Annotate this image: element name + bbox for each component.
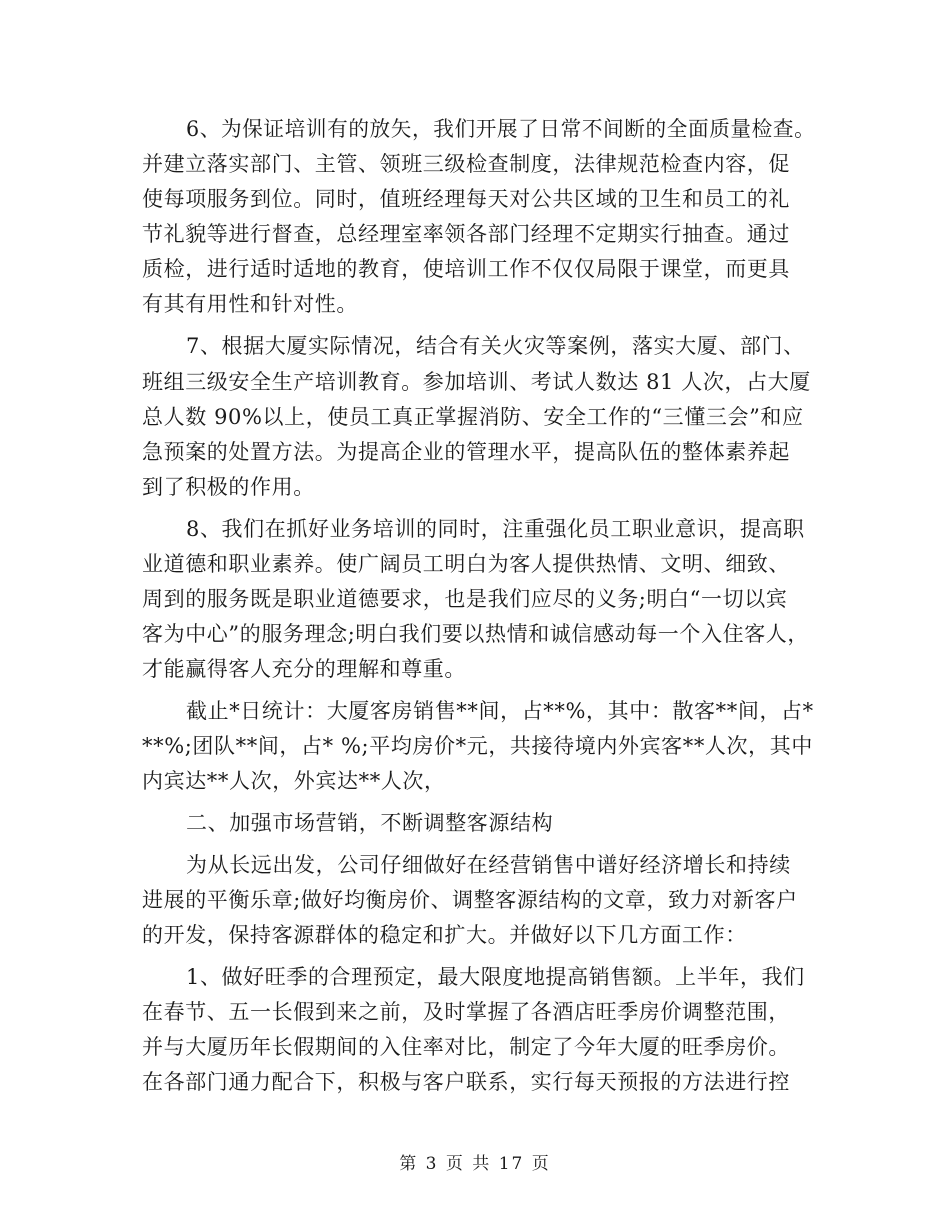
text-line: 在各部门通力配合下，积极与客户联系，实行每天预报的方法进行控 <box>142 1070 790 1094</box>
text-line: 班组三级安全生产培训教育。参加培训、考试人数达 81 人次，占大厦 <box>142 370 811 394</box>
text-line: 并与大厦历年长假期间的入住率对比，制定了今年大厦的旺季房价。 <box>142 1035 790 1059</box>
text-line: 1、做好旺季的合理预定，最大限度地提高销售额。上半年，我们 <box>186 965 805 989</box>
text-line: 内宾达**人次，外宾达**人次， <box>142 769 446 793</box>
text-line: **%;团队**间，占* %;平均房价*元，共接待境内外宾客**人次，其中 <box>142 734 813 758</box>
page-number-footer: 第 3 页 共 17 页 <box>399 1154 551 1174</box>
text-line: 周到的服务既是职业道德要求，也是我们应尽的义务;明白“一切以宾 <box>142 587 788 611</box>
text-line: 8、我们在抓好业务培训的同时，注重强化员工职业意识，提高职 <box>186 517 805 541</box>
text-line: 质检，进行适时适地的教育，使培训工作不仅仅局限于课堂，而更具 <box>142 257 790 281</box>
text-line: 业道德和职业素养。使广阔员工明白为客人提供热情、文明、细致、 <box>142 552 790 576</box>
text-line: 7、根据大厦实际情况，结合有关火灾等案例，落实大厦、部门、 <box>186 334 805 358</box>
text-line: 6、为保证培训有的放矢，我们开展了日常不间断的全面质量检查。 <box>186 117 816 141</box>
text-line: 的开发，保持客源群体的稳定和扩大。并做好以下几方面工作： <box>142 923 747 947</box>
text-line: 急预案的处置方法。为提高企业的管理水平，提高队伍的整体素养起 <box>142 440 790 464</box>
text-line: 到了积极的作用。 <box>142 475 315 499</box>
text-line: 有其有用性和针对性。 <box>142 292 358 316</box>
text-line: 总人数 90%以上，使员工真正掌握消防、安全工作的“三懂三会”和应 <box>142 405 804 429</box>
text-line: 截止*日统计：大厦客房销售**间，占**%，其中：散客**间，占* <box>186 699 814 723</box>
section-heading: 二、加强市场营销，不断调整客源结构 <box>186 811 554 835</box>
text-line: 为从长远出发，公司仔细做好在经营销售中谱好经济增长和持续 <box>186 853 791 877</box>
text-line: 进展的平衡乐章;做好均衡房价、调整客源结构的文章，致力对新客户 <box>142 888 798 912</box>
text-line: 并建立落实部门、主管、领班三级检查制度，法律规范检查内容，促 <box>142 152 790 176</box>
text-line: 节礼貌等进行督查，总经理室率领各部门经理不定期实行抽查。通过 <box>142 222 790 246</box>
text-line: 使每项服务到位。同时，值班经理每天对公共区域的卫生和员工的礼 <box>142 187 790 211</box>
text-line: 在春节、五一长假到来之前，及时掌握了各酒店旺季房价调整范围， <box>142 1000 790 1024</box>
text-line: 客为中心”的服务理念;明白我们要以热情和诚信感动每一个入住客人， <box>142 622 810 646</box>
text-line: 才能赢得客人充分的理解和尊重。 <box>142 657 466 681</box>
